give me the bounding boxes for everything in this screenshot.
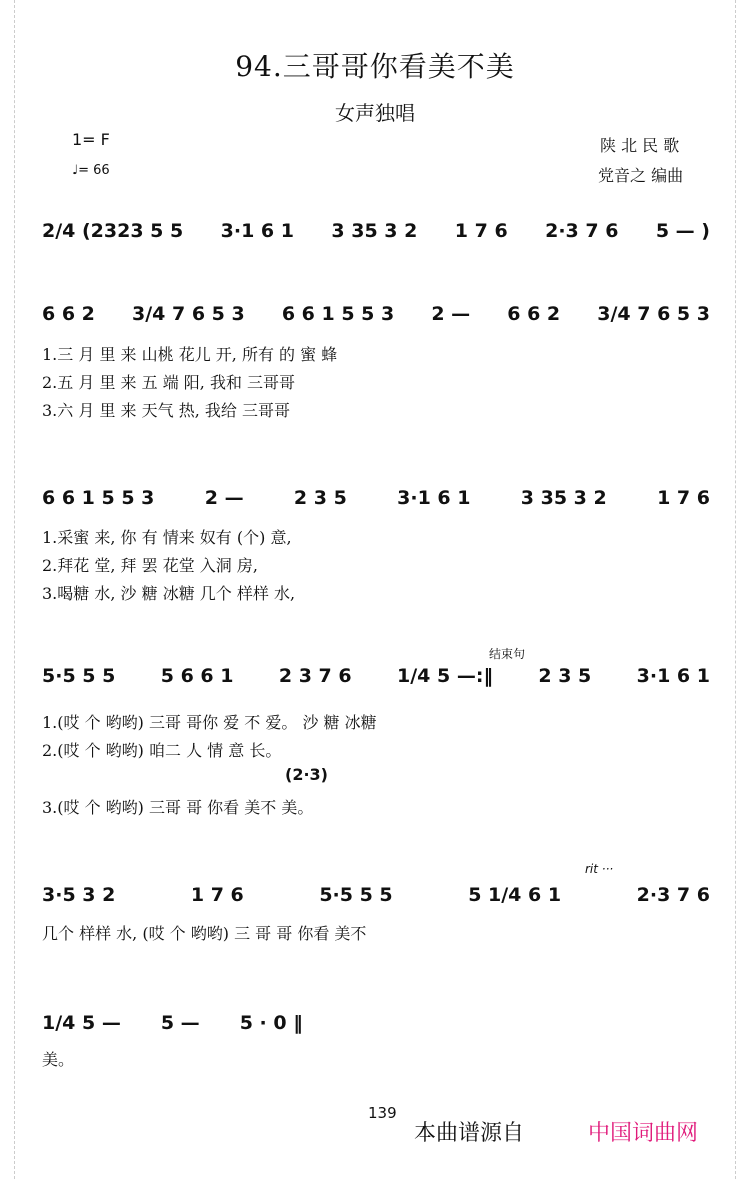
lyric-text: 2.拜花 堂, 拜 罢 花堂 入洞 房, — [42, 556, 258, 575]
measure: 3/4 7 6 5 3 — [597, 303, 710, 325]
lyric-text: 3.(哎 个 哟哟) 三哥 哥 你看 美不 美。 — [42, 798, 314, 817]
measure: 6 6 2 — [42, 303, 95, 325]
left-margin-strip — [0, 0, 15, 1179]
lyric-line — [42, 342, 710, 365]
score-row-4 — [42, 665, 710, 687]
ending-label: 结束句 — [489, 647, 526, 661]
score-row-5 — [42, 884, 710, 906]
measure: 1 7 6 — [657, 487, 710, 509]
lyric-line — [42, 398, 710, 421]
lyric-line — [42, 921, 710, 944]
measure: 3·1 6 1 — [636, 665, 710, 687]
lyric-text: 1.(哎 个 哟哟) 三哥 哥你 爱 不 爱。 沙 糖 冰糖 — [42, 713, 377, 732]
source-brand-link[interactable]: 中国词曲网 — [588, 1121, 699, 1146]
origin-label: 陕 北 民 歌 — [600, 136, 680, 155]
lyric-line — [42, 795, 710, 818]
measure: 2·3 7 6 — [545, 220, 619, 242]
measure: 2 3 5 — [293, 487, 347, 509]
measure: 2 3 5 — [538, 665, 592, 687]
measure: 6 6 1 5 5 3 — [281, 303, 395, 325]
score-row-1 — [42, 220, 710, 242]
measure: 5·5 5 5 — [42, 665, 116, 687]
measure: 2 3 7 6 — [278, 665, 352, 687]
measure: 5 1/4 6 1 — [468, 884, 562, 906]
lyric-line — [42, 581, 710, 604]
measure: 6 6 1 5 5 3 — [42, 487, 155, 509]
lyric-line — [42, 710, 710, 733]
measure: 3·1 6 1 — [220, 220, 294, 242]
key-signature: 1= F — [72, 130, 110, 149]
measure: 1/4 5 — — [42, 1012, 121, 1034]
lyric-text: 2.(哎 个 哟哟) 咱二 人 情 意 长。 — [42, 741, 282, 760]
measure: 5 — — [160, 1012, 200, 1034]
score-row-3 — [42, 487, 710, 509]
lyric-line — [42, 525, 710, 548]
page-subtitle: 女声独唱 — [335, 101, 415, 125]
measure: 1 7 6 — [190, 884, 244, 906]
lyric-text: 3.喝糖 水, 沙 糖 冰糖 几个 样样 水, — [42, 584, 296, 603]
measure: 3·1 6 1 — [397, 487, 471, 509]
measure: 5 — ) — [655, 220, 710, 242]
lyric-line — [42, 553, 710, 576]
measure: 1/4 5 —:‖ — [397, 665, 493, 687]
measure: 2/4 (2323 5 5 — [42, 220, 184, 242]
alt-note: (2·3) — [285, 765, 328, 784]
measure: 3 35 3 2 — [520, 487, 607, 509]
measure: 2·3 7 6 — [636, 884, 710, 906]
lyric-text: 1.采蜜 来, 你 有 情来 奴有 (个) 意, — [42, 528, 292, 547]
lyric-text: 几个 样样 水, (哎 个 哟哟) 三 哥 哥 你看 美不 — [42, 924, 367, 943]
lyric-line — [42, 1047, 710, 1070]
lyric-text: 2.五 月 里 来 五 端 阳, 我和 三哥哥 — [42, 373, 296, 392]
lyric-text: 3.六 月 里 来 天气 热, 我给 三哥哥 — [42, 401, 290, 420]
page-title: 94.三哥哥你看美不美 — [235, 50, 515, 83]
measure: 6 6 2 — [507, 303, 561, 325]
measure: 5 · 0 ‖ — [239, 1012, 303, 1034]
measure: 2 — — [431, 303, 471, 325]
measure: 3·5 3 2 — [42, 884, 116, 906]
right-margin-strip — [735, 0, 750, 1179]
lyric-line — [42, 370, 710, 393]
score-row-6 — [42, 1012, 382, 1034]
measure: 3 35 3 2 — [331, 220, 418, 242]
tempo-marking: ♩= 66 — [72, 163, 110, 178]
measure: 3/4 7 6 5 3 — [131, 303, 245, 325]
rit-marking: rit ··· — [585, 862, 614, 876]
lyric-text: 美。 — [42, 1050, 75, 1069]
measure: 5 6 6 1 — [160, 665, 234, 687]
score-row-2 — [42, 303, 710, 325]
measure: 5·5 5 5 — [319, 884, 393, 906]
measure: 2 — — [204, 487, 244, 509]
lyric-text: 1.三 月 里 来 山桃 花儿 开, 所有 的 蜜 蜂 — [42, 345, 338, 364]
page-number: 139 — [368, 1104, 397, 1122]
source-text: 本曲谱源自 — [414, 1121, 525, 1146]
measure: 1 7 6 — [454, 220, 508, 242]
lyric-line — [42, 738, 710, 761]
arranger-label: 党音之 编曲 — [598, 166, 684, 185]
